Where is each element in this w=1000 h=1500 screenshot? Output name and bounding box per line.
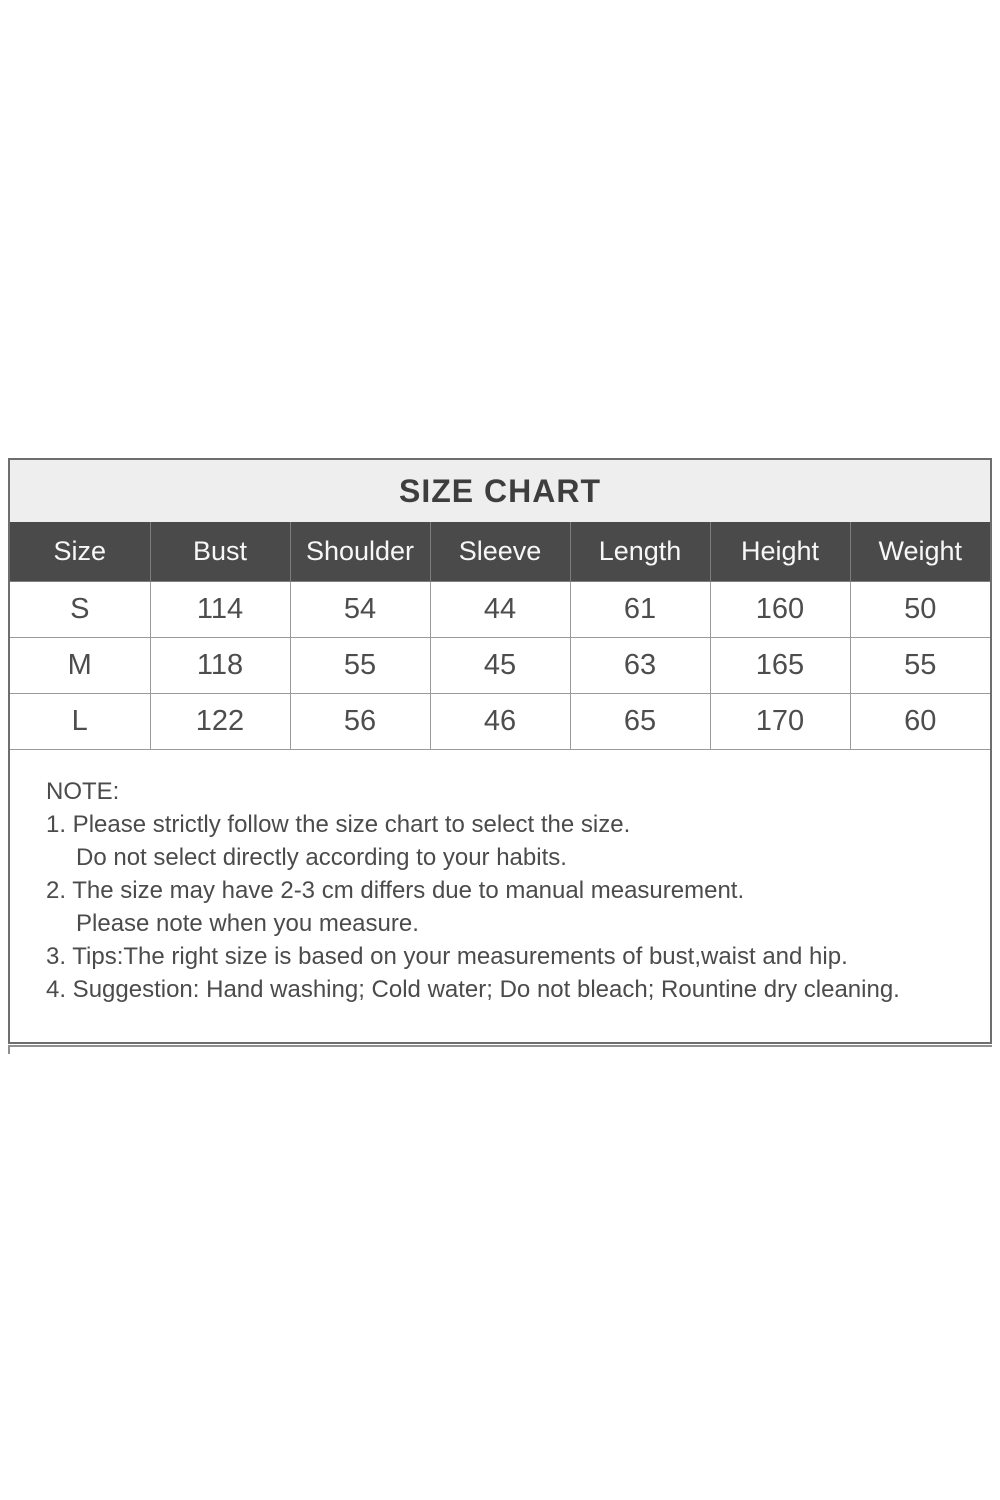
size-chart-image [8, 458, 992, 1054]
measurement-cell: 44 [430, 582, 570, 638]
measurement-cell: 165 [710, 638, 850, 694]
notes-section [10, 750, 990, 1042]
table-row [10, 582, 990, 638]
column-header-height: Height [710, 522, 850, 582]
column-header-shoulder: Shoulder [290, 522, 430, 582]
measurement-cell: 118 [150, 638, 290, 694]
size-chart-title-bar [10, 460, 990, 522]
measurement-cell: 60 [850, 694, 990, 750]
measurement-cell: 61 [570, 582, 710, 638]
table-row [10, 694, 990, 750]
column-header-size: Size [10, 522, 150, 582]
measurement-cell: 122 [150, 694, 290, 750]
notes-list [46, 808, 974, 1006]
measurement-cell: 170 [710, 694, 850, 750]
column-header-sleeve: Sleeve [430, 522, 570, 582]
note-line: 3. Tips:The right size is based on your measurements of bust,waist and hip. [46, 943, 848, 970]
size-chart-table [10, 522, 990, 750]
measurement-cell: 46 [430, 694, 570, 750]
size-chart-panel [8, 458, 992, 1044]
note-line: Do not select directly according to your habits. [76, 844, 567, 871]
measurement-cell: 50 [850, 582, 990, 638]
table-header-row [10, 522, 990, 582]
note-line: Please note when you measure. [76, 910, 419, 937]
note-line: 1. Please strictly follow the size chart to select the size. [46, 811, 631, 838]
size-cell: S [10, 582, 150, 638]
table-body [10, 582, 990, 750]
column-header-length: Length [570, 522, 710, 582]
notes-heading: NOTE: [46, 778, 120, 805]
measurement-cell: 65 [570, 694, 710, 750]
size-cell: M [10, 638, 150, 694]
measurement-cell: 55 [850, 638, 990, 694]
size-cell: L [10, 694, 150, 750]
page-title: SIZE CHART [399, 472, 601, 509]
measurement-cell: 114 [150, 582, 290, 638]
column-header-bust: Bust [150, 522, 290, 582]
next-section-remnant [8, 1045, 992, 1054]
measurement-cell: 54 [290, 582, 430, 638]
note-line: 2. The size may have 2-3 cm differs due to manual measurement. [46, 877, 745, 904]
measurement-cell: 160 [710, 582, 850, 638]
measurement-cell: 45 [430, 638, 570, 694]
measurement-cell: 55 [290, 638, 430, 694]
measurement-cell: 63 [570, 638, 710, 694]
note-line: 4. Suggestion: Hand washing; Cold water; Do not bleach; Rountine dry cleaning. [46, 976, 900, 1003]
column-header-weight: Weight [850, 522, 990, 582]
table-row [10, 638, 990, 694]
measurement-cell: 56 [290, 694, 430, 750]
